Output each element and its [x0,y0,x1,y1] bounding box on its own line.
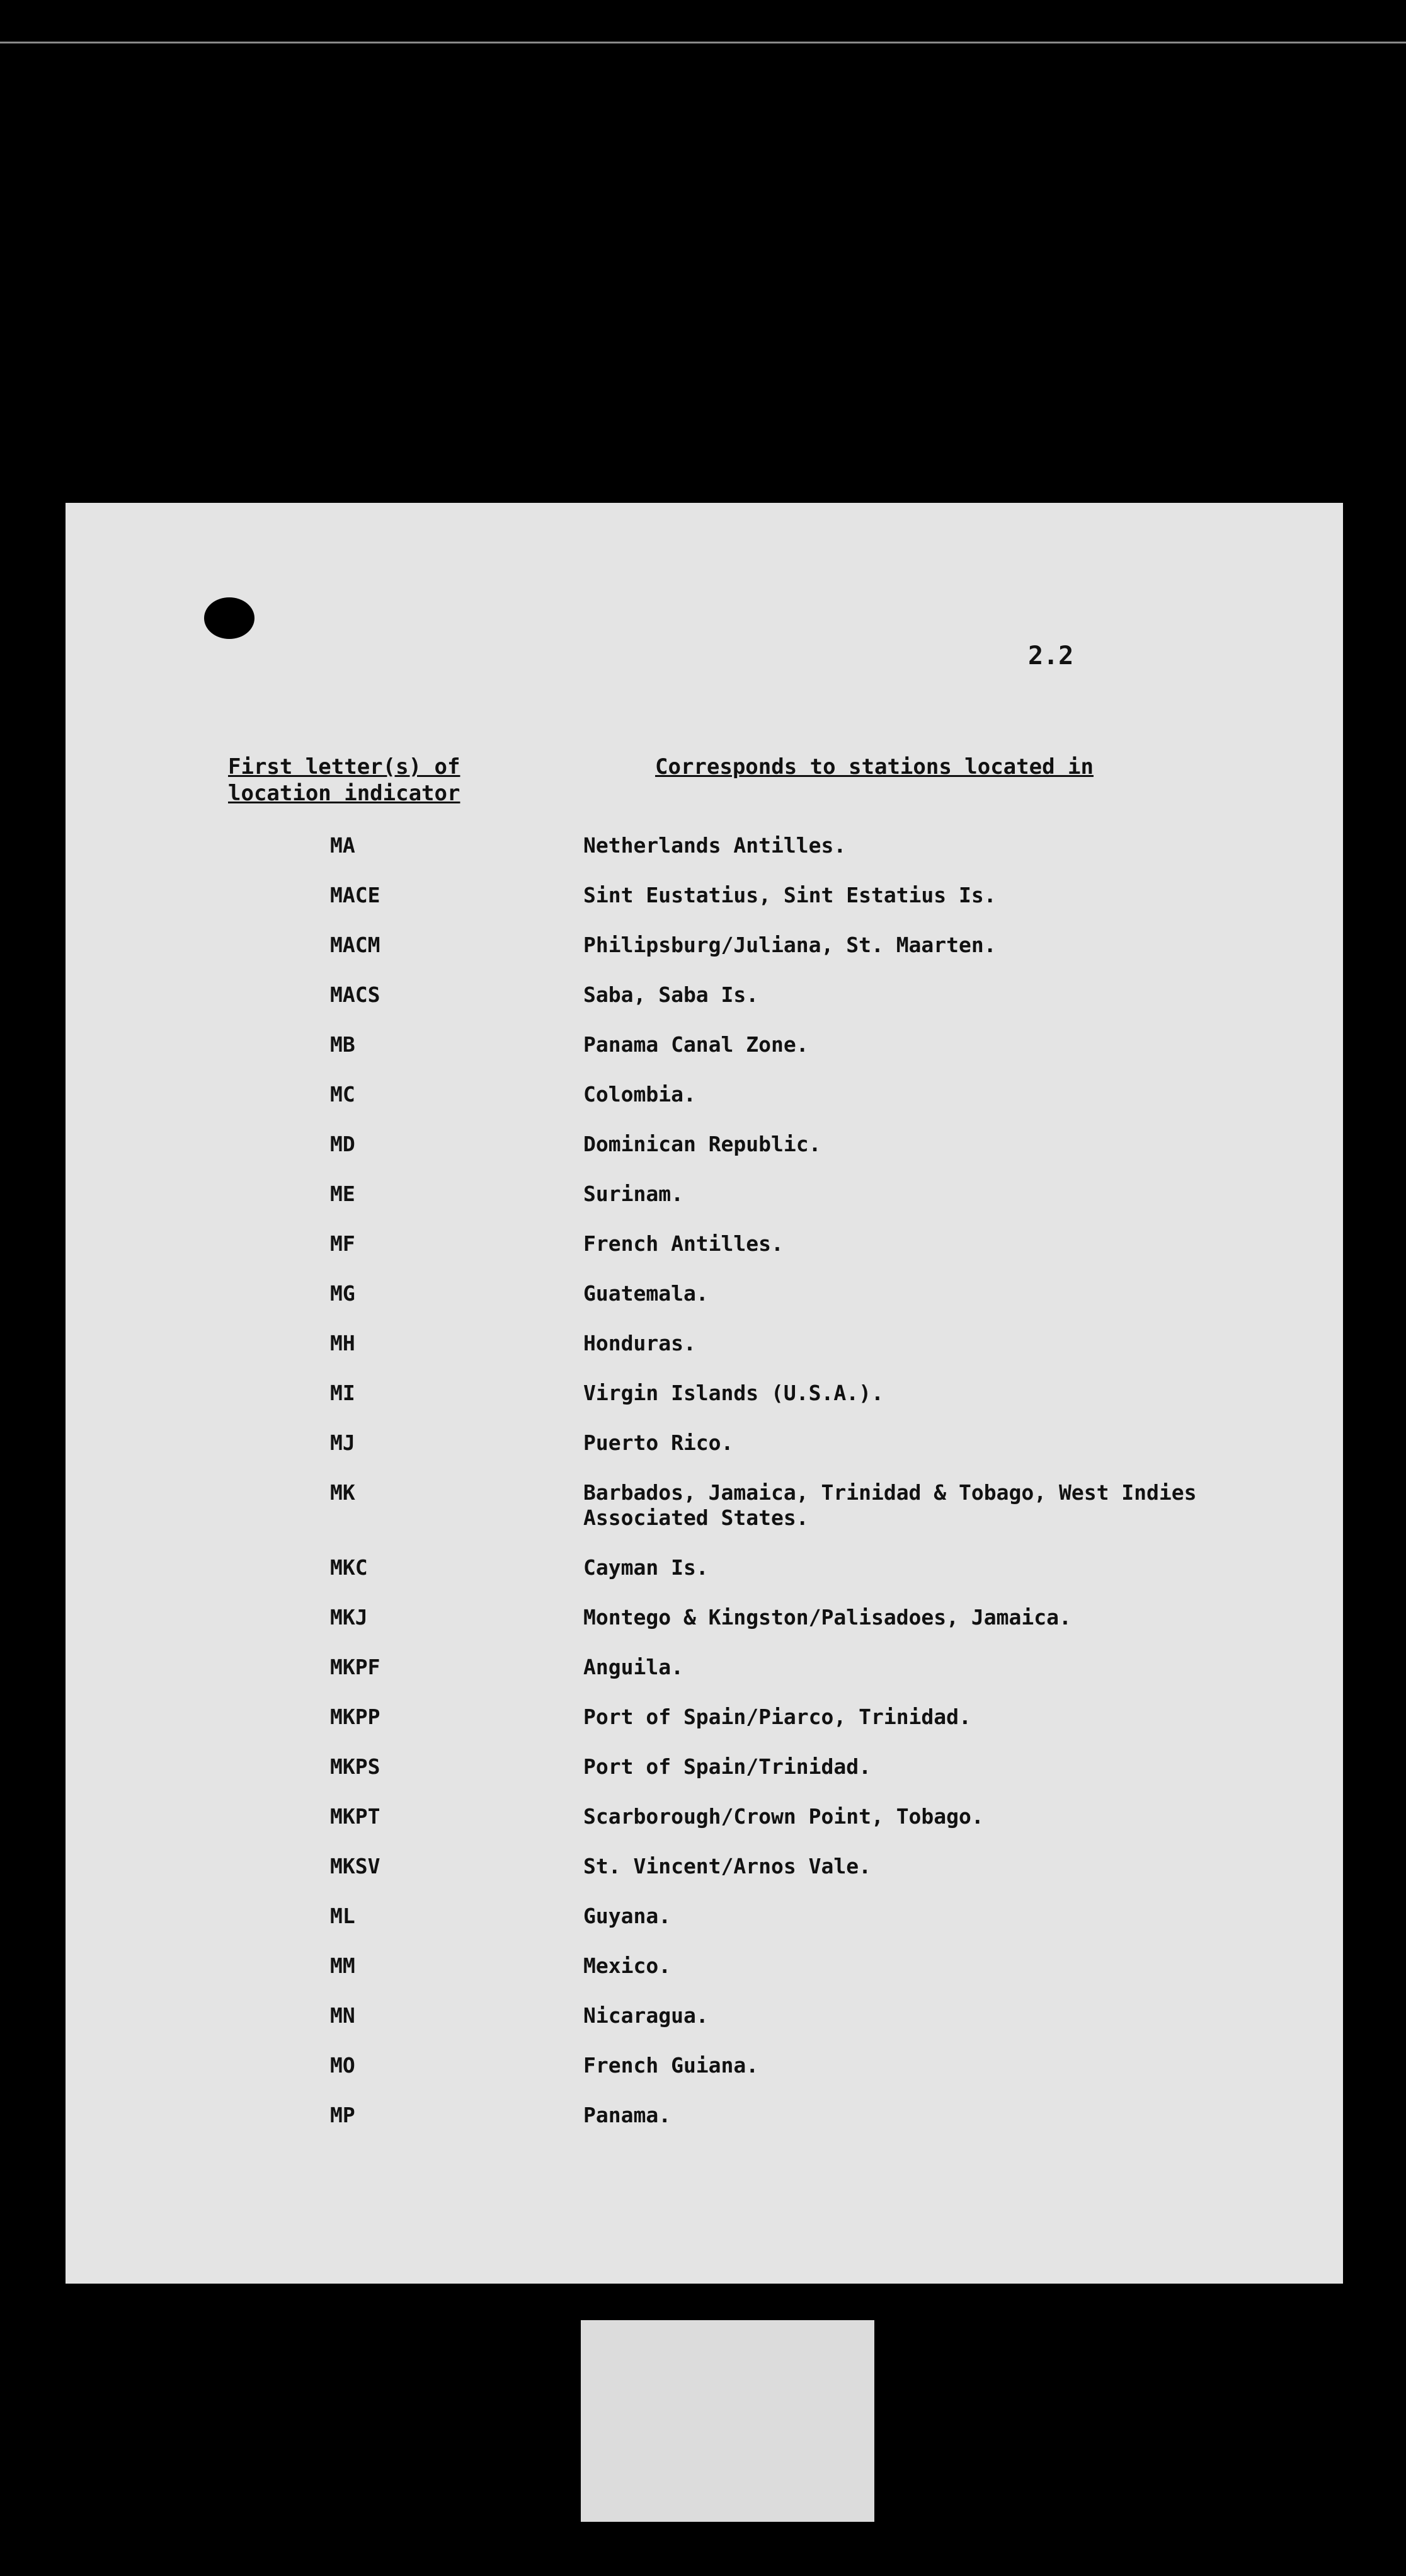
indicator-code: MC [330,1082,355,1107]
station-location: Scarborough/Crown Point, Tobago. [583,1804,984,1829]
station-location: Nicaragua. [583,2003,709,2028]
table-row [66,1381,1343,1430]
indicator-code: MJ [330,1430,355,1455]
table-row [66,1231,1343,1281]
table-row [66,1904,1343,1953]
indicator-code: MKC [330,1555,368,1580]
table-row [66,1953,1343,2003]
station-location: Barbados, Jamaica, Trinidad & Tobago, West Indies Associated States. [583,1480,1197,1530]
indicator-code: MN [330,2003,355,2028]
station-location: Port of Spain/Trinidad. [583,1754,871,1779]
table-row [66,2103,1343,2153]
station-location: Panama Canal Zone. [583,1032,809,1057]
indicator-code: MD [330,1132,355,1156]
indicator-code: MB [330,1032,355,1057]
table-row [66,1032,1343,1082]
table-row [66,1854,1343,1904]
table-row [66,1555,1343,1605]
station-location: Mexico. [583,1953,672,1978]
table-row [66,2003,1343,2053]
indicator-code: MP [330,2103,355,2127]
station-location: Saba, Saba Is. [583,982,759,1007]
table-row [66,1655,1343,1705]
indicator-code: MACE [330,883,380,907]
indicator-code: MACS [330,982,380,1007]
station-location: Dominican Republic. [583,1132,821,1156]
indicator-code: MG [330,1281,355,1306]
table-row [66,1132,1343,1182]
table-row [66,1182,1343,1231]
station-location: French Guiana. [583,2053,759,2078]
table-row [66,1754,1343,1804]
table-row [66,1331,1343,1381]
station-location: Surinam. [583,1182,683,1206]
document-page [66,503,1343,2284]
punch-hole [204,597,254,639]
table-row [66,2053,1343,2103]
station-location: Panama. [583,2103,672,2127]
top-divider-line [0,42,1406,43]
table-row [66,833,1343,883]
indicator-code: MA [330,833,355,858]
station-location: Anguila. [583,1655,683,1679]
indicator-code: MACM [330,933,380,957]
station-location: French Antilles. [583,1231,784,1256]
indicator-code: ML [330,1904,355,1928]
table-row [66,1605,1343,1655]
indicator-code: MK [330,1480,355,1505]
station-location: Netherlands Antilles. [583,833,847,858]
table-row [66,982,1343,1032]
table-row [66,1804,1343,1854]
table-row [66,1082,1343,1132]
indicator-code: MKPF [330,1655,380,1679]
table-row [66,883,1343,933]
indicator-code: ME [330,1182,355,1206]
station-location: Puerto Rico. [583,1430,734,1455]
station-location: Sint Eustatius, Sint Estatius Is. [583,883,997,907]
station-location: Guatemala. [583,1281,709,1306]
table-row [66,1430,1343,1480]
paper-scrap [581,2320,874,2522]
indicator-code: MKPP [330,1705,380,1729]
column-header-stations: Corresponds to stations located in [655,754,1094,779]
station-location: St. Vincent/Arnos Vale. [583,1854,871,1878]
table-row [66,1480,1343,1555]
indicator-code: MKJ [330,1605,368,1630]
indicator-code: MKSV [330,1854,380,1878]
table-row [66,1705,1343,1754]
indicator-code: MF [330,1231,355,1256]
indicator-code: MO [330,2053,355,2078]
station-location: Montego & Kingston/Palisadoes, Jamaica. [583,1605,1072,1630]
station-location: Philipsburg/Juliana, St. Maarten. [583,933,997,957]
station-location: Virgin Islands (U.S.A.). [583,1381,884,1405]
table-row [66,1281,1343,1331]
indicator-code: MI [330,1381,355,1405]
page-number: 2.2 [1028,641,1074,670]
indicator-code: MH [330,1331,355,1355]
indicator-code: MM [330,1953,355,1978]
station-location: Cayman Is. [583,1555,709,1580]
table-row [66,933,1343,982]
station-location: Port of Spain/Piarco, Trinidad. [583,1705,971,1729]
station-location: Honduras. [583,1331,696,1355]
column-header-location-indicator: First letter(s) of location indicator [228,754,460,806]
indicator-table [66,833,1343,2153]
station-location: Guyana. [583,1904,672,1928]
indicator-code: MKPT [330,1804,380,1829]
indicator-code: MKPS [330,1754,380,1779]
station-location: Colombia. [583,1082,696,1107]
